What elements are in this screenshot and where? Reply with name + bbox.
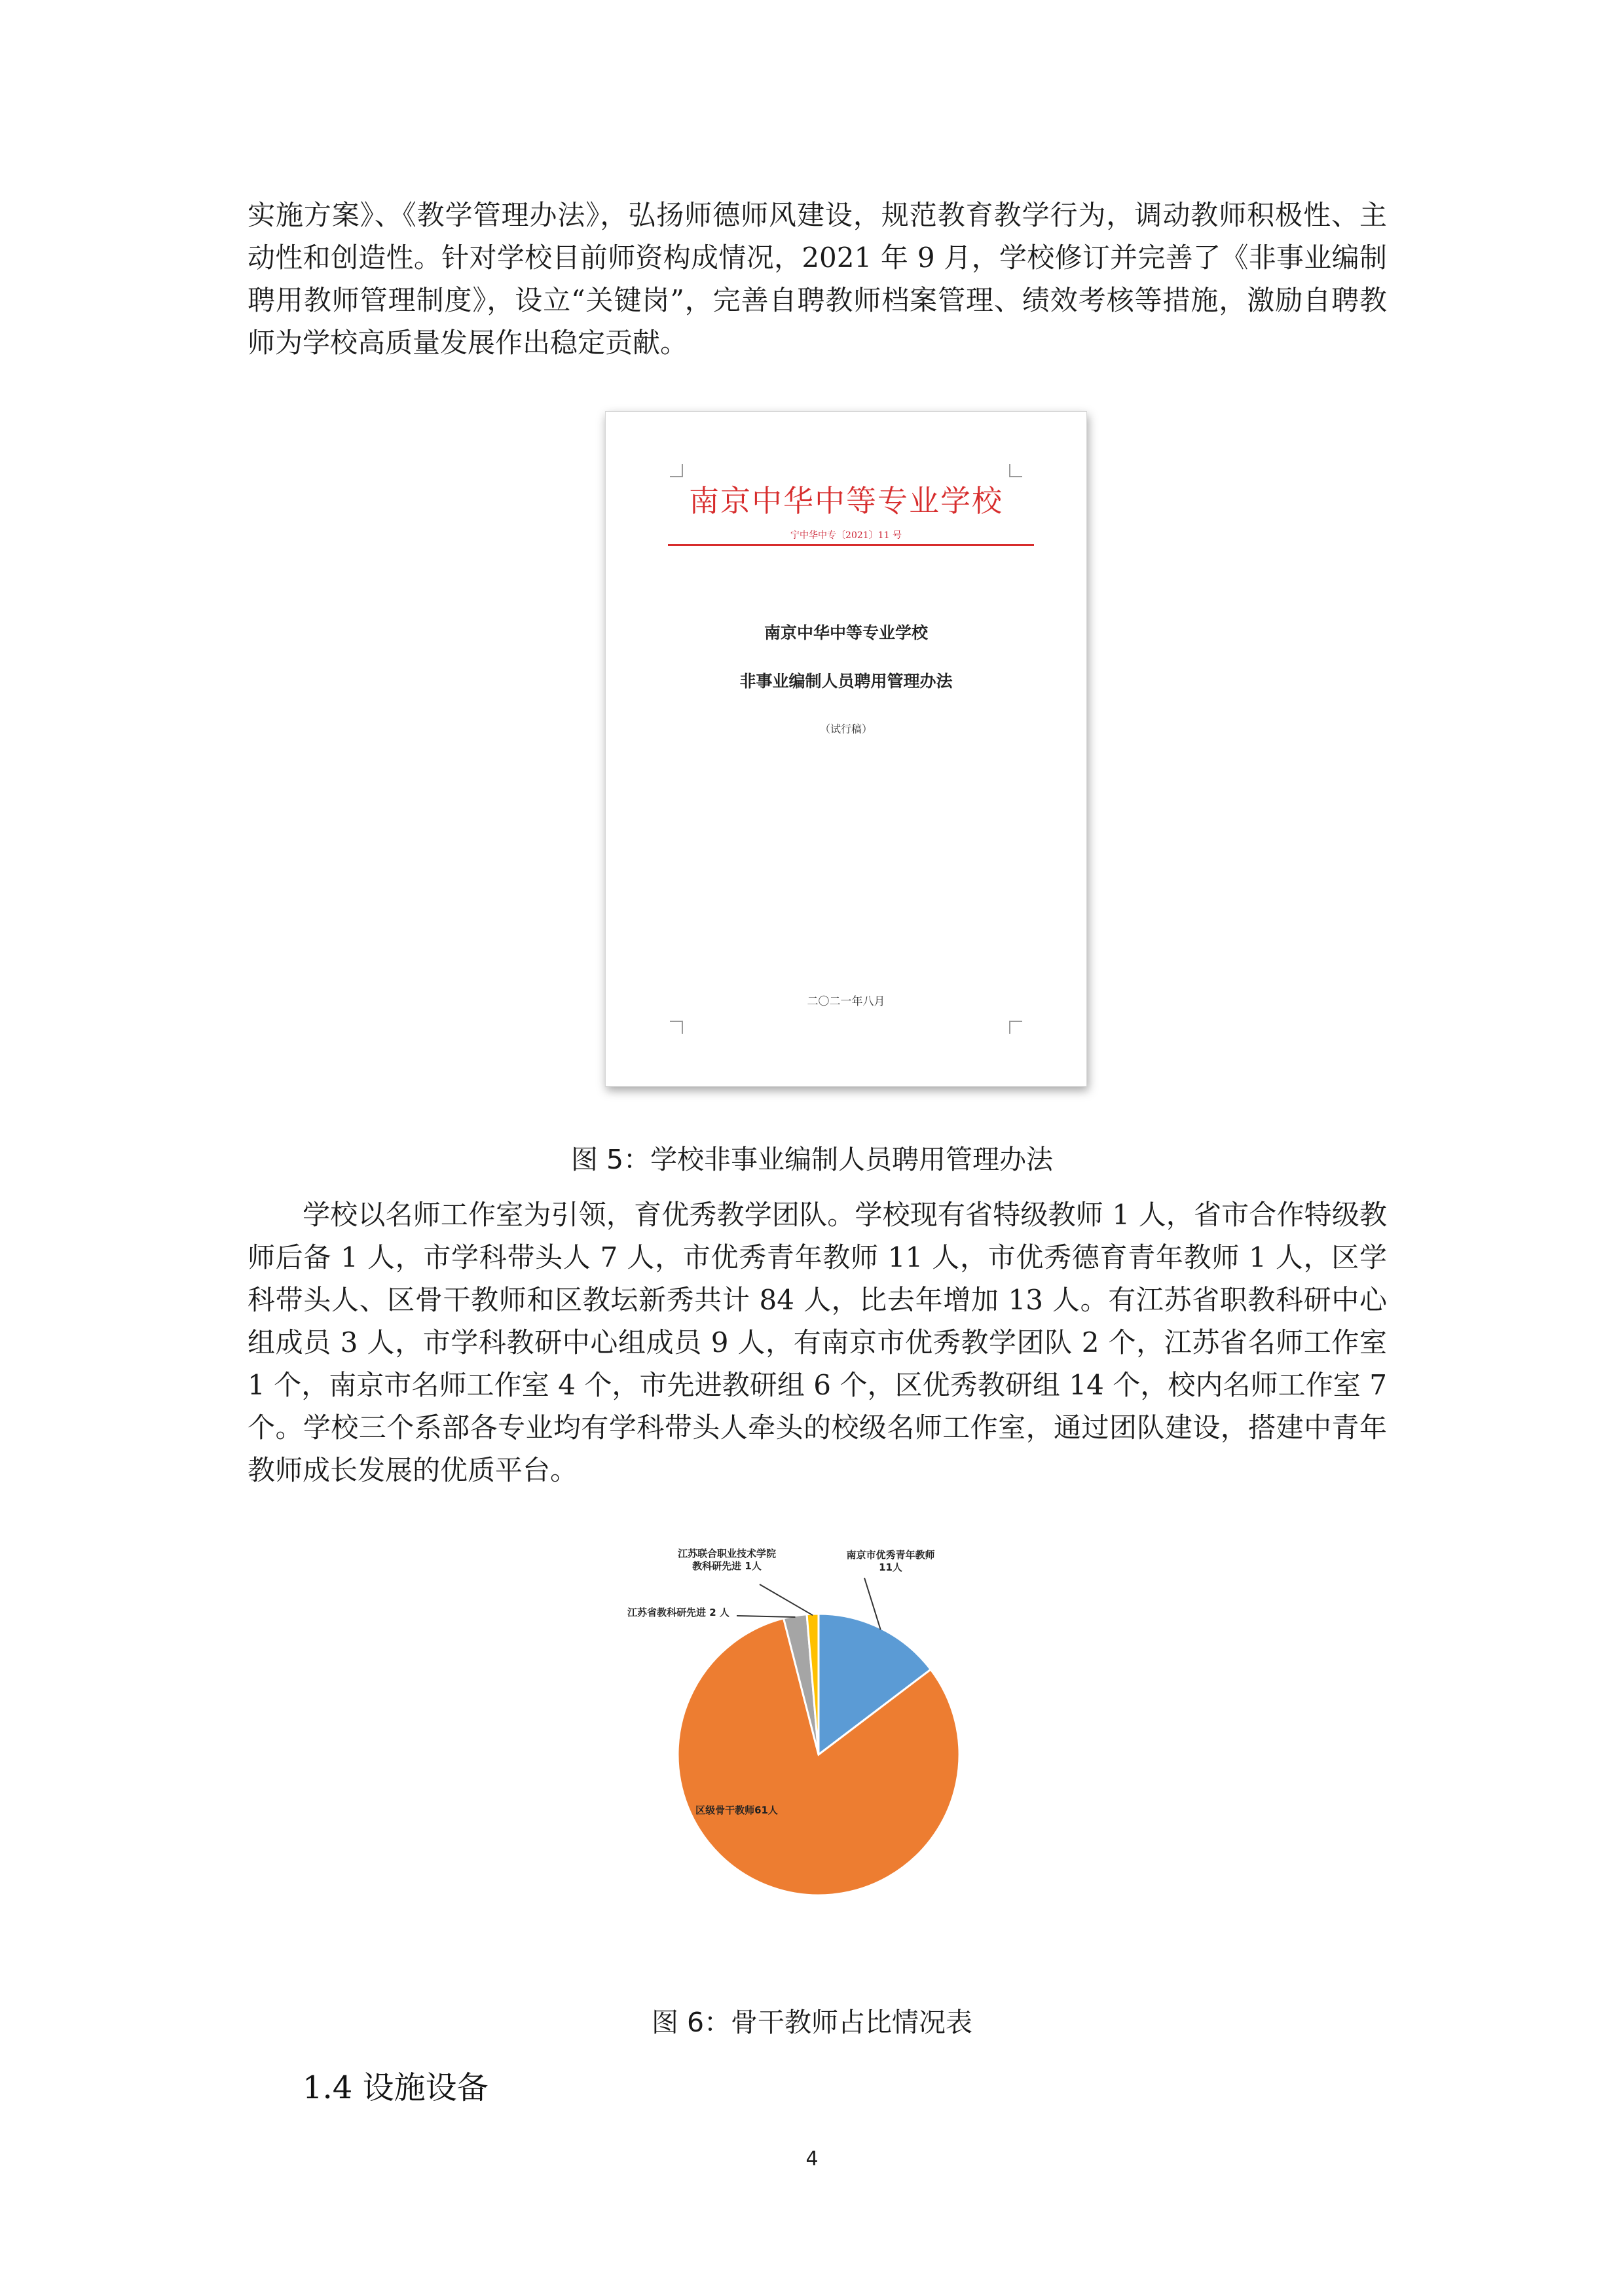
crop-mark: [1009, 1021, 1022, 1034]
leader-line: [760, 1584, 813, 1615]
document-title-line2: 非事业编制人员聘用管理办法: [739, 672, 953, 691]
figure-6-caption: 图 6：骨干教师占比情况表: [651, 2007, 973, 2038]
page-number: 4: [805, 2147, 819, 2170]
leader-line: [737, 1616, 795, 1617]
red-divider: [668, 544, 1034, 546]
document-number: 宁中华中专〔2021〕11 号: [790, 530, 902, 541]
document-header: 南京中华中等专业学校: [689, 483, 1003, 519]
section-heading: 1.4 设施设备: [303, 2069, 489, 2106]
paragraph-teams: 学校以名师工作室为引领，育优秀教学团队。学校现有省特级教师 1 人，省市合作特级教师后备 1 人，市学科带头人 7 人，市优秀青年教师 11 人，市优秀德育青年教师 1 人，区学科带头人、区骨干教师和区教坛新秀共计 84 人，比去年增加 13 人。有江苏省职教科研中心组成员 3 人，市学科教研中心组成员 9 人，有南京市优秀教学团队 2 个，江苏省名师工作室 1 个，南京市名师工作室 4 个，市先进教研组 6 个，区优秀教研组 14 个，校内名师工作室 7 个。学校三个系部各专业均有学科带头人牵头的校级名师工作室，通过团队建设，搭建中青年教师成长发展的优质平台。: [248, 1199, 1387, 1486]
pie-label: 南京市优秀青年教师 11人: [846, 1549, 935, 1573]
document-date: 二〇二一年八月: [807, 995, 885, 1008]
document-cover-image: [605, 411, 1087, 1087]
pie-label: 区级骨干教师61人: [695, 1804, 778, 1816]
document-subtitle: （试行稿）: [819, 723, 872, 735]
backbone-teacher-pie-chart: [616, 1539, 1022, 1944]
pie-label: 江苏联合职业技术学院教科研先进 1人: [677, 1548, 777, 1572]
paragraph-intro: 实施方案》、《教学管理办法》，弘扬师德师风建设，规范教育教学行为，调动教师积极性、主动性和创造性。针对学校目前师资构成情况，2021 年 9 月，学校修订并完善了《非事业编制聘用教师管理制度》，设立“关键岗”，完善自聘教师档案管理、绩效考核等措施，激励自聘教师为学校高质量发展作出稳定贡献。: [248, 199, 1387, 359]
document-title-line1: 南京中华中等专业学校: [764, 623, 928, 642]
crop-mark: [670, 1021, 683, 1034]
figure-5-caption: 图 5：学校非事业编制人员聘用管理办法: [570, 1144, 1054, 1175]
pie-label: 江苏省教科研先进 2 人: [627, 1607, 729, 1618]
crop-mark: [670, 464, 683, 477]
crop-mark: [1009, 464, 1022, 477]
